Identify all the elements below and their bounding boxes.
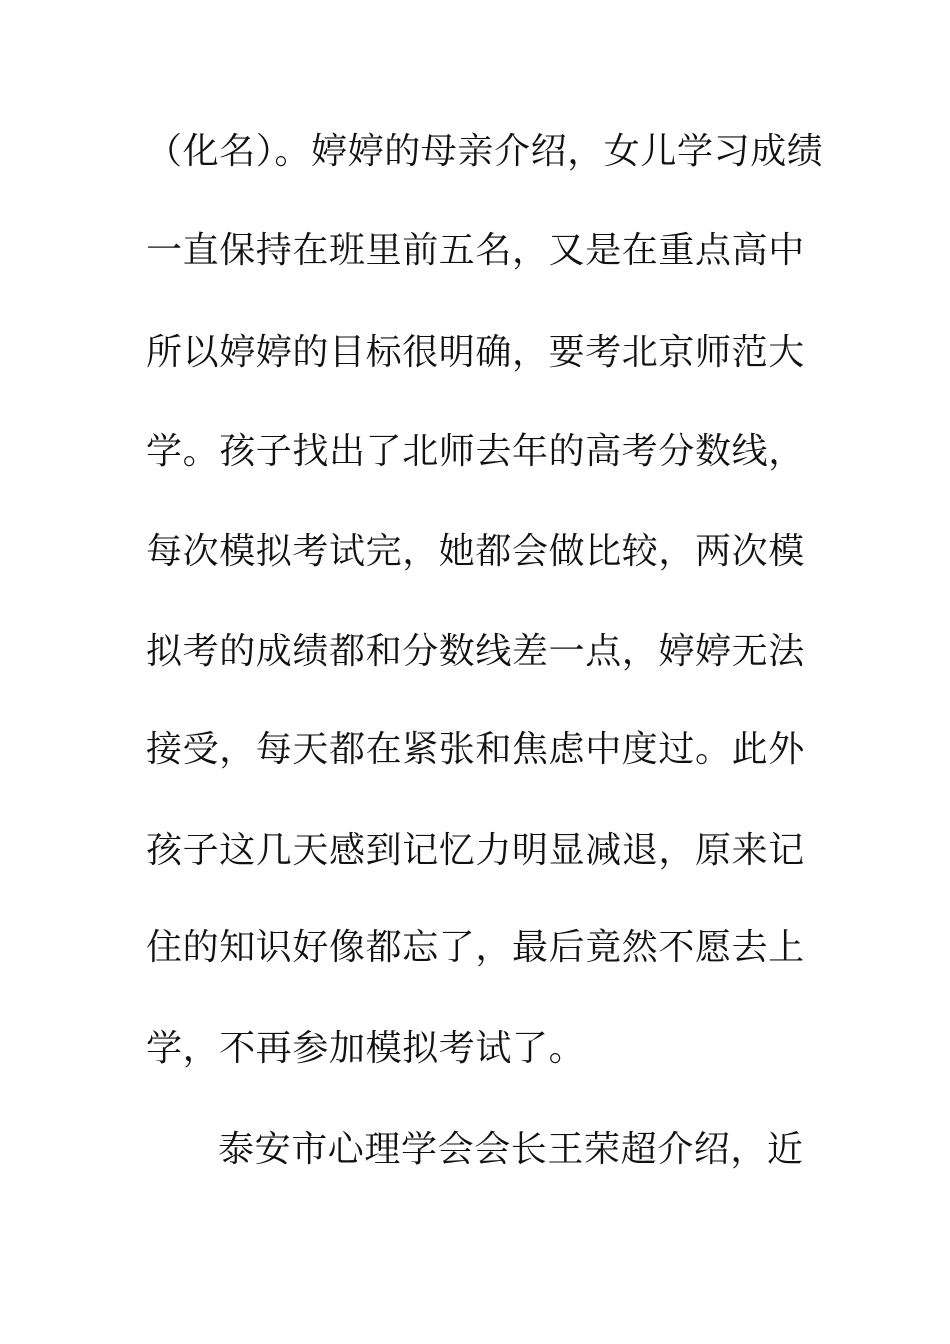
text-line-4: 学。孩子找出了北师去年的高考分数线， [146, 431, 805, 472]
text-line-2: 一直保持在班里前五名，又是在重点高中 [146, 230, 805, 271]
text-line-3: 所以婷婷的目标很明确，要考北京师范大 [146, 332, 805, 373]
text-line-10: 学，不再参加模拟考试了。 [146, 1028, 586, 1069]
paragraph-start-line: 泰安市心理学会会长王荣超介绍，近 [218, 1129, 804, 1170]
text-line-9: 住的知识好像都忘了，最后竟然不愿去上 [146, 927, 805, 968]
text-line-6: 拟考的成绩都和分数线差一点，婷婷无法 [146, 631, 805, 672]
text-line-1: （化名）。婷婷的母亲介绍，女儿学习成绩 [146, 131, 824, 172]
text-line-7: 接受，每天都在紧张和焦虑中度过。此外 [146, 729, 805, 770]
text-line-5: 每次模拟考试完，她都会做比较，两次模 [146, 531, 805, 572]
text-line-8: 孩子这几天感到记忆力明显减退，原来记 [146, 830, 805, 871]
